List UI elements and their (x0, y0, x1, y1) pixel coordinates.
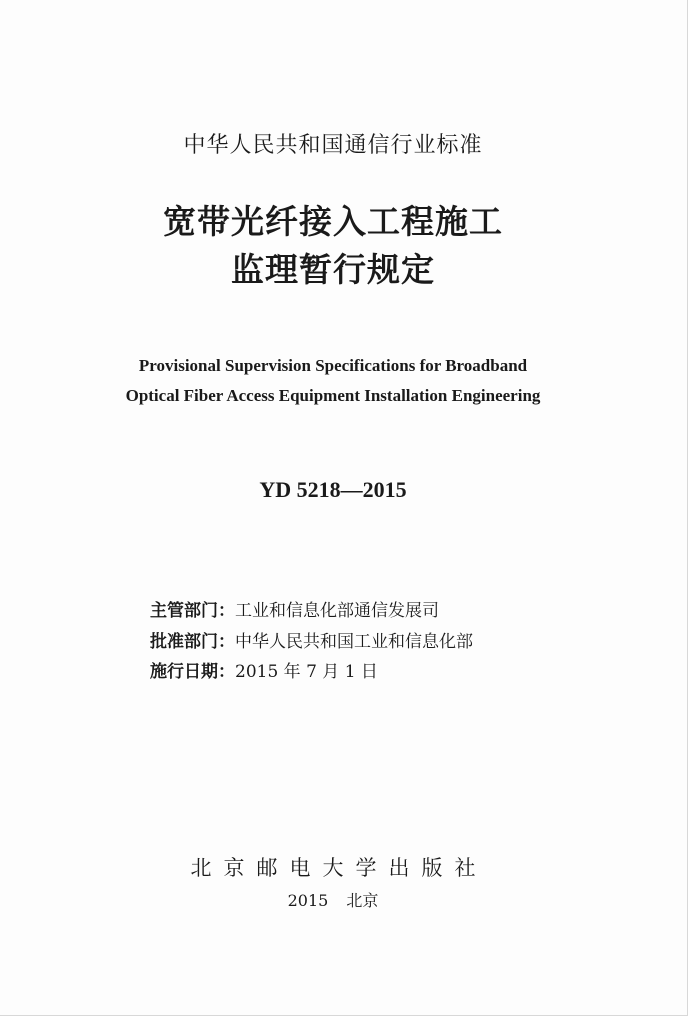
publication-year: 2015 (287, 891, 329, 910)
title-cn-line-1: 宽带光纤接入工程施工 (163, 202, 503, 241)
info-value: 工业和信息化部通信发展司 (235, 601, 439, 621)
info-value: 中华人民共和国工业和信息化部 (235, 632, 473, 652)
info-label: 施行日期： (150, 662, 235, 682)
publication-info (0, 888, 666, 911)
title-en-line-1: Provisional Supervision Specifications for Broadband (138, 356, 528, 375)
info-row-department (150, 596, 439, 621)
info-row-approval (150, 627, 473, 652)
publication-city: 北京 (346, 891, 379, 910)
publisher-name: 北京邮电大学出版社 (190, 856, 488, 880)
title-cn-line-2: 监理暂行规定 (231, 250, 435, 289)
info-value: 2015 年 7 月 1 日 (235, 662, 378, 682)
info-row-effective-date (150, 657, 378, 682)
standard-code: YD 5218—2015 (259, 477, 407, 502)
info-label: 主管部门： (150, 601, 235, 621)
title-en-line-2: Optical Fiber Access Equipment Installation Engineering (125, 386, 541, 405)
info-label: 批准部门： (150, 632, 235, 652)
standard-category: 中华人民共和国通信行业标准 (183, 133, 483, 158)
